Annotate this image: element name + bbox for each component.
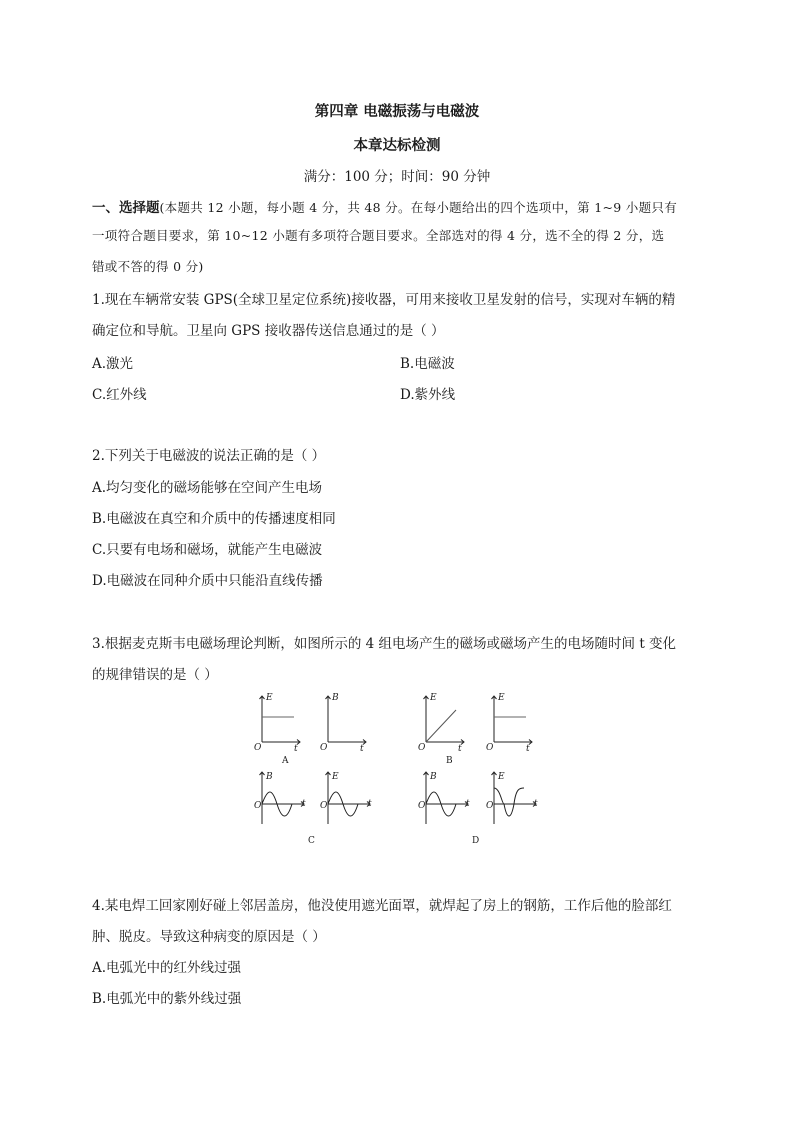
time-axis-label: t [294, 744, 298, 754]
graph-b-right [492, 696, 533, 745]
chapter-title: 第四章 电磁振荡与电磁波 [314, 103, 480, 120]
figure-label-d: D [472, 836, 480, 846]
q3-figure [246, 688, 556, 854]
time-axis-label: t [466, 799, 470, 809]
q2-option-d: D.电磁波在同种介质中只能沿直线传播 [92, 573, 323, 589]
time-axis-label: t [360, 744, 364, 754]
origin-label: O [254, 743, 262, 753]
origin-label: O [486, 743, 494, 753]
origin-label: O [320, 801, 328, 811]
axis-label: E [498, 693, 505, 703]
q1-option-b: B.电磁波 [400, 356, 455, 372]
axis-label: B [430, 772, 437, 782]
q1-option-d: D.紫外线 [400, 387, 456, 403]
time-axis-label: t [534, 799, 538, 809]
exam-meta: 满分：100 分；时间：90 分钟 [303, 169, 491, 185]
q4-stem-line2: 肿、脱皮。导致这种病变的原因是（ ） [92, 929, 326, 945]
q1-option-c: C.红外线 [92, 387, 147, 403]
q1-stem-line2: 确定位和导航。卫星向 GPS 接收器传送信息通过的是（ ） [92, 323, 445, 339]
figure-label-c: C [308, 836, 315, 846]
origin-label: O [254, 801, 262, 811]
page-subtitle: 本章达标检测 [353, 137, 441, 154]
q3-stem-line1: 3.根据麦克斯韦电磁场理论判断，如图所示的 4 组电场产生的磁场或磁场产生的电场随时间 t 变化 [92, 636, 677, 652]
time-axis-label: t [368, 799, 372, 809]
section-intro-line3: 错或不答的得 0 分) [92, 259, 204, 274]
axis-label: E [332, 772, 339, 782]
origin-label: O [486, 801, 494, 811]
time-axis-label: t [302, 799, 306, 809]
q1-stem-line1: 1.现在车辆常安装 GPS(全球卫星定位系统)接收器，可用来接收卫星发射的信号，实现对车辆的精 [92, 292, 676, 308]
graph-a-right [326, 696, 367, 745]
graph-b-left [424, 696, 465, 745]
axis-label: E [498, 772, 505, 782]
axis-label: E [266, 693, 273, 703]
q1-option-a: A.激光 [92, 356, 134, 372]
axis-label: B [332, 693, 339, 703]
time-axis-label: t [458, 744, 462, 754]
q2-option-c: C.只要有电场和磁场，就能产生电磁波 [92, 542, 323, 558]
origin-label: O [418, 801, 426, 811]
q2-option-b: B.电磁波在真空和介质中的传播速度相同 [92, 511, 336, 527]
section-intro-text1: (本题共 12 小题，每小题 4 分，共 48 分。在每小题给出的四个选项中，第 1~9 小题只有 [159, 200, 678, 215]
q2-option-a: A.均匀变化的磁场能够在空间产生电场 [92, 480, 323, 496]
origin-label: O [320, 743, 328, 753]
q4-option-a: A.电弧光中的红外线过强 [92, 960, 242, 976]
figure-label-a: A [282, 756, 289, 766]
q2-stem-line1: 2.下列关于电磁波的说法正确的是（ ） [92, 448, 326, 464]
section-intro-line2: 一项符合题目要求，第 10~12 小题有多项符合题目要求。全部选对的得 4 分，选不全的得 2 分，选 [92, 228, 665, 243]
q3-stem-line2: 的规律错误的是（ ） [92, 667, 218, 683]
section-intro-line1 [92, 196, 677, 216]
curve-linear [426, 710, 456, 742]
q4-option-b: B.电弧光中的紫外线过强 [92, 991, 242, 1007]
curve-cosine [494, 788, 524, 816]
axis-label: B [266, 772, 273, 782]
section-title: 一、选择题 [92, 200, 160, 216]
origin-label: O [418, 743, 426, 753]
graph-a-left [260, 696, 301, 745]
axis-label: E [430, 693, 437, 703]
figure-label-b: B [446, 756, 453, 766]
q4-stem-line1: 4.某电焊工回家刚好碰上邻居盖房，他没使用遮光面罩，就焊起了房上的钢筋，工作后他的脸部红 [92, 898, 672, 914]
time-axis-label: t [526, 744, 530, 754]
